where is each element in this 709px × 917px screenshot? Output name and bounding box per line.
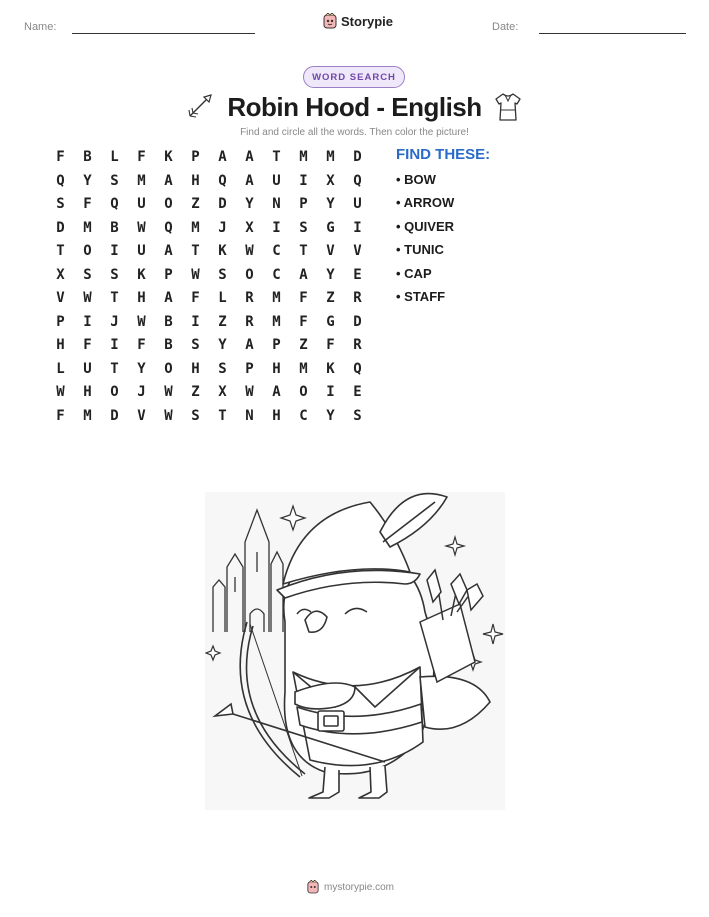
grid-cell[interactable]: O	[164, 196, 173, 212]
grid-cell[interactable]: X	[218, 384, 227, 400]
grid-cell[interactable]: M	[272, 313, 281, 330]
grid-cell[interactable]: K	[164, 149, 173, 165]
grid-cell[interactable]: Y	[137, 360, 146, 377]
tunic-icon	[494, 92, 522, 122]
grid-cell[interactable]: R	[245, 313, 254, 330]
brand-name: Storypie	[341, 13, 394, 29]
grid-cell[interactable]: Z	[299, 337, 308, 353]
grid-cell[interactable]: H	[56, 337, 65, 353]
grid-cell[interactable]: D	[56, 219, 65, 236]
grid-row	[47, 288, 371, 312]
grid-cell[interactable]: Q	[164, 219, 173, 236]
grid-cell[interactable]: S	[353, 407, 362, 424]
grid-cell[interactable]: F	[137, 337, 146, 353]
grid-cell[interactable]: Q	[218, 172, 227, 189]
grid-cell[interactable]: V	[353, 243, 362, 259]
grid-cell[interactable]: B	[83, 149, 92, 165]
grid-cell[interactable]: S	[110, 266, 119, 283]
word-item: • ARROW	[396, 195, 455, 211]
word-item: • TUNIC	[396, 242, 444, 258]
grid-cell[interactable]: T	[56, 243, 65, 259]
grid-cell[interactable]: A	[164, 290, 173, 306]
grid-cell[interactable]: I	[299, 172, 308, 189]
word-list	[396, 172, 454, 312]
grid-cell[interactable]: X	[56, 266, 65, 283]
grid-cell[interactable]: T	[110, 360, 119, 377]
grid-cell[interactable]: Z	[191, 384, 200, 400]
grid-cell[interactable]: A	[299, 266, 308, 283]
grid-cell[interactable]: F	[83, 196, 92, 212]
grid-cell[interactable]: P	[164, 266, 173, 283]
grid-row	[47, 194, 371, 218]
grid-cell[interactable]: D	[353, 149, 362, 165]
grid-cell[interactable]: L	[56, 360, 65, 377]
grid-cell[interactable]: A	[164, 243, 173, 259]
grid-cell[interactable]: Q	[353, 360, 362, 377]
brand	[323, 13, 393, 29]
grid-cell[interactable]: F	[56, 407, 65, 424]
date-line[interactable]	[539, 33, 686, 34]
grid-cell[interactable]: A	[245, 172, 254, 189]
grid-cell[interactable]: O	[164, 360, 173, 377]
grid-cell[interactable]: E	[353, 266, 362, 283]
grid-cell[interactable]: V	[56, 290, 65, 306]
grid-cell[interactable]: T	[110, 290, 119, 306]
grid-cell[interactable]: O	[110, 384, 119, 400]
grid-cell[interactable]: W	[164, 384, 173, 400]
grid-cell[interactable]: Q	[353, 172, 362, 189]
grid-cell[interactable]: J	[137, 384, 146, 400]
grid-cell[interactable]: M	[326, 149, 335, 165]
grid-cell[interactable]: W	[83, 290, 92, 306]
grid-cell[interactable]: Q	[110, 196, 119, 212]
grid-cell[interactable]: W	[164, 407, 173, 424]
grid-cell[interactable]: I	[191, 313, 200, 330]
grid-cell[interactable]: C	[299, 407, 308, 424]
grid-cell[interactable]: Z	[326, 290, 335, 306]
grid-cell[interactable]: L	[110, 149, 119, 165]
grid-cell[interactable]: R	[245, 290, 254, 306]
grid-cell[interactable]: L	[218, 290, 227, 306]
grid-cell[interactable]: I	[353, 219, 362, 236]
grid-cell[interactable]: G	[326, 219, 335, 236]
grid-cell[interactable]: H	[83, 384, 92, 400]
name-line[interactable]	[72, 33, 255, 34]
grid-cell[interactable]: G	[326, 313, 335, 330]
word-search-badge: WORD SEARCH	[303, 66, 405, 88]
grid-cell[interactable]: K	[218, 243, 227, 259]
grid-cell[interactable]: S	[110, 172, 119, 189]
grid-cell[interactable]: M	[137, 172, 146, 189]
grid-cell[interactable]: P	[299, 196, 308, 212]
grid-cell[interactable]: M	[272, 290, 281, 306]
grid-cell[interactable]: Y	[245, 196, 254, 212]
grid-cell[interactable]: U	[137, 196, 146, 212]
grid-cell[interactable]: U	[353, 196, 362, 212]
grid-row	[47, 406, 371, 430]
grid-cell[interactable]: F	[299, 290, 308, 306]
grid-cell[interactable]: I	[83, 313, 92, 330]
grid-cell[interactable]: Y	[218, 337, 227, 353]
grid-cell[interactable]: H	[191, 172, 200, 189]
word-item: • STAFF	[396, 288, 446, 304]
grid-cell[interactable]: M	[191, 219, 200, 236]
grid-cell[interactable]: S	[191, 407, 200, 424]
grid-cell[interactable]: H	[137, 290, 146, 306]
grid-cell[interactable]: M	[299, 360, 308, 377]
grid-cell[interactable]: M	[83, 407, 92, 424]
grid-cell[interactable]: Y	[326, 196, 335, 212]
grid-cell[interactable]: W	[245, 243, 254, 259]
word-item: • QUIVER	[396, 218, 455, 234]
grid-cell[interactable]: T	[299, 243, 308, 259]
grid-cell[interactable]: F	[326, 337, 335, 353]
grid-cell[interactable]: W	[137, 219, 146, 236]
grid-cell[interactable]: V	[326, 243, 335, 259]
grid-cell[interactable]: U	[137, 243, 146, 259]
grid-cell[interactable]: S	[218, 266, 227, 283]
grid-cell[interactable]: O	[245, 266, 254, 283]
grid-row	[47, 335, 371, 359]
grid-cell[interactable]: U	[83, 360, 92, 377]
page-title: Robin Hood - English	[227, 92, 482, 122]
grid-cell[interactable]: P	[272, 337, 281, 353]
grid-cell[interactable]: D	[110, 407, 119, 424]
grid-cell[interactable]: S	[218, 360, 227, 377]
grid-cell[interactable]: M	[83, 219, 92, 236]
footer-url[interactable]: mystorypie.com	[324, 881, 395, 893]
storypie-logo-icon	[307, 880, 319, 894]
grid-cell[interactable]: X	[245, 219, 254, 236]
grid-cell[interactable]: W	[137, 313, 146, 330]
grid-cell[interactable]: J	[110, 313, 119, 330]
grid-cell[interactable]: O	[83, 243, 92, 259]
grid-cell[interactable]: I	[326, 384, 335, 400]
grid-cell[interactable]: B	[110, 219, 119, 236]
grid-cell[interactable]: O	[299, 384, 308, 400]
grid-cell[interactable]: Z	[191, 196, 200, 212]
instructions: Find and circle all the words. Then color the picture!	[240, 127, 469, 138]
grid-cell[interactable]: N	[272, 196, 281, 212]
grid-row	[47, 312, 371, 336]
grid-row	[47, 265, 371, 289]
grid-cell[interactable]: F	[191, 290, 200, 306]
grid-cell[interactable]: S	[191, 337, 200, 353]
grid-cell[interactable]: U	[272, 172, 281, 189]
grid-cell[interactable]: T	[218, 407, 227, 424]
coloring-picture	[205, 492, 505, 810]
grid-cell[interactable]: K	[326, 360, 335, 377]
grid-cell[interactable]: D	[353, 313, 362, 330]
grid-cell[interactable]: P	[191, 149, 200, 165]
grid-cell[interactable]: H	[272, 360, 281, 377]
grid-cell[interactable]: N	[245, 407, 254, 424]
grid-cell[interactable]: F	[83, 337, 92, 353]
grid-cell[interactable]: V	[137, 407, 146, 424]
name-label: Name:	[24, 21, 57, 33]
grid-cell[interactable]: X	[326, 172, 335, 189]
grid-cell[interactable]: T	[191, 243, 200, 259]
grid-cell[interactable]: Y	[326, 407, 335, 424]
grid-cell[interactable]: C	[272, 243, 281, 259]
grid-cell[interactable]: R	[353, 337, 362, 353]
grid-cell[interactable]: Y	[326, 266, 335, 283]
grid-cell[interactable]: I	[110, 243, 119, 259]
grid-cell[interactable]: Q	[56, 172, 65, 189]
grid-cell[interactable]: A	[245, 337, 254, 353]
grid-cell[interactable]: F	[137, 149, 146, 165]
grid-cell[interactable]: T	[272, 149, 281, 165]
grid-cell[interactable]: S	[56, 196, 65, 212]
grid-row	[47, 218, 371, 242]
grid-row	[47, 241, 371, 265]
word-item: • CAP	[396, 265, 432, 281]
grid-cell[interactable]: W	[245, 384, 254, 400]
date-label: Date:	[492, 21, 519, 33]
grid-cell[interactable]: I	[110, 337, 119, 353]
grid-cell[interactable]: F	[299, 313, 308, 330]
grid-cell[interactable]: I	[272, 219, 281, 236]
grid-cell[interactable]: C	[272, 266, 281, 283]
grid-cell[interactable]: R	[353, 290, 362, 306]
grid-row	[47, 382, 371, 406]
grid-cell[interactable]: F	[56, 149, 65, 165]
grid-cell[interactable]: W	[56, 384, 65, 400]
grid-cell[interactable]: E	[353, 384, 362, 400]
grid-cell[interactable]: H	[191, 360, 200, 377]
grid-cell[interactable]: P	[245, 360, 254, 377]
grid-cell[interactable]: A	[245, 149, 254, 165]
grid-cell[interactable]: B	[164, 337, 173, 353]
grid-cell[interactable]: K	[137, 266, 146, 283]
grid-cell[interactable]: P	[56, 313, 65, 330]
word-item: • BOW	[396, 172, 436, 187]
grid-cell[interactable]: M	[299, 149, 308, 165]
footer	[307, 880, 394, 894]
grid-cell[interactable]: A	[272, 384, 281, 400]
find-these-heading: FIND THESE:	[396, 146, 491, 163]
grid-cell[interactable]: W	[191, 266, 200, 283]
grid-cell[interactable]: B	[164, 313, 173, 330]
letter-grid[interactable]	[47, 147, 371, 429]
storypie-logo-icon	[323, 13, 337, 29]
grid-row	[47, 171, 371, 195]
grid-cell[interactable]: A	[218, 149, 227, 165]
grid-cell[interactable]: A	[164, 172, 173, 189]
grid-cell[interactable]: J	[218, 219, 227, 236]
grid-cell[interactable]: Y	[83, 172, 92, 189]
grid-cell[interactable]: D	[218, 196, 227, 212]
grid-cell[interactable]: S	[83, 266, 92, 283]
grid-row	[47, 359, 371, 383]
grid-cell[interactable]: H	[272, 407, 281, 424]
grid-cell[interactable]: Z	[218, 313, 227, 330]
grid-cell[interactable]: S	[299, 219, 308, 236]
grid-row	[47, 147, 371, 171]
